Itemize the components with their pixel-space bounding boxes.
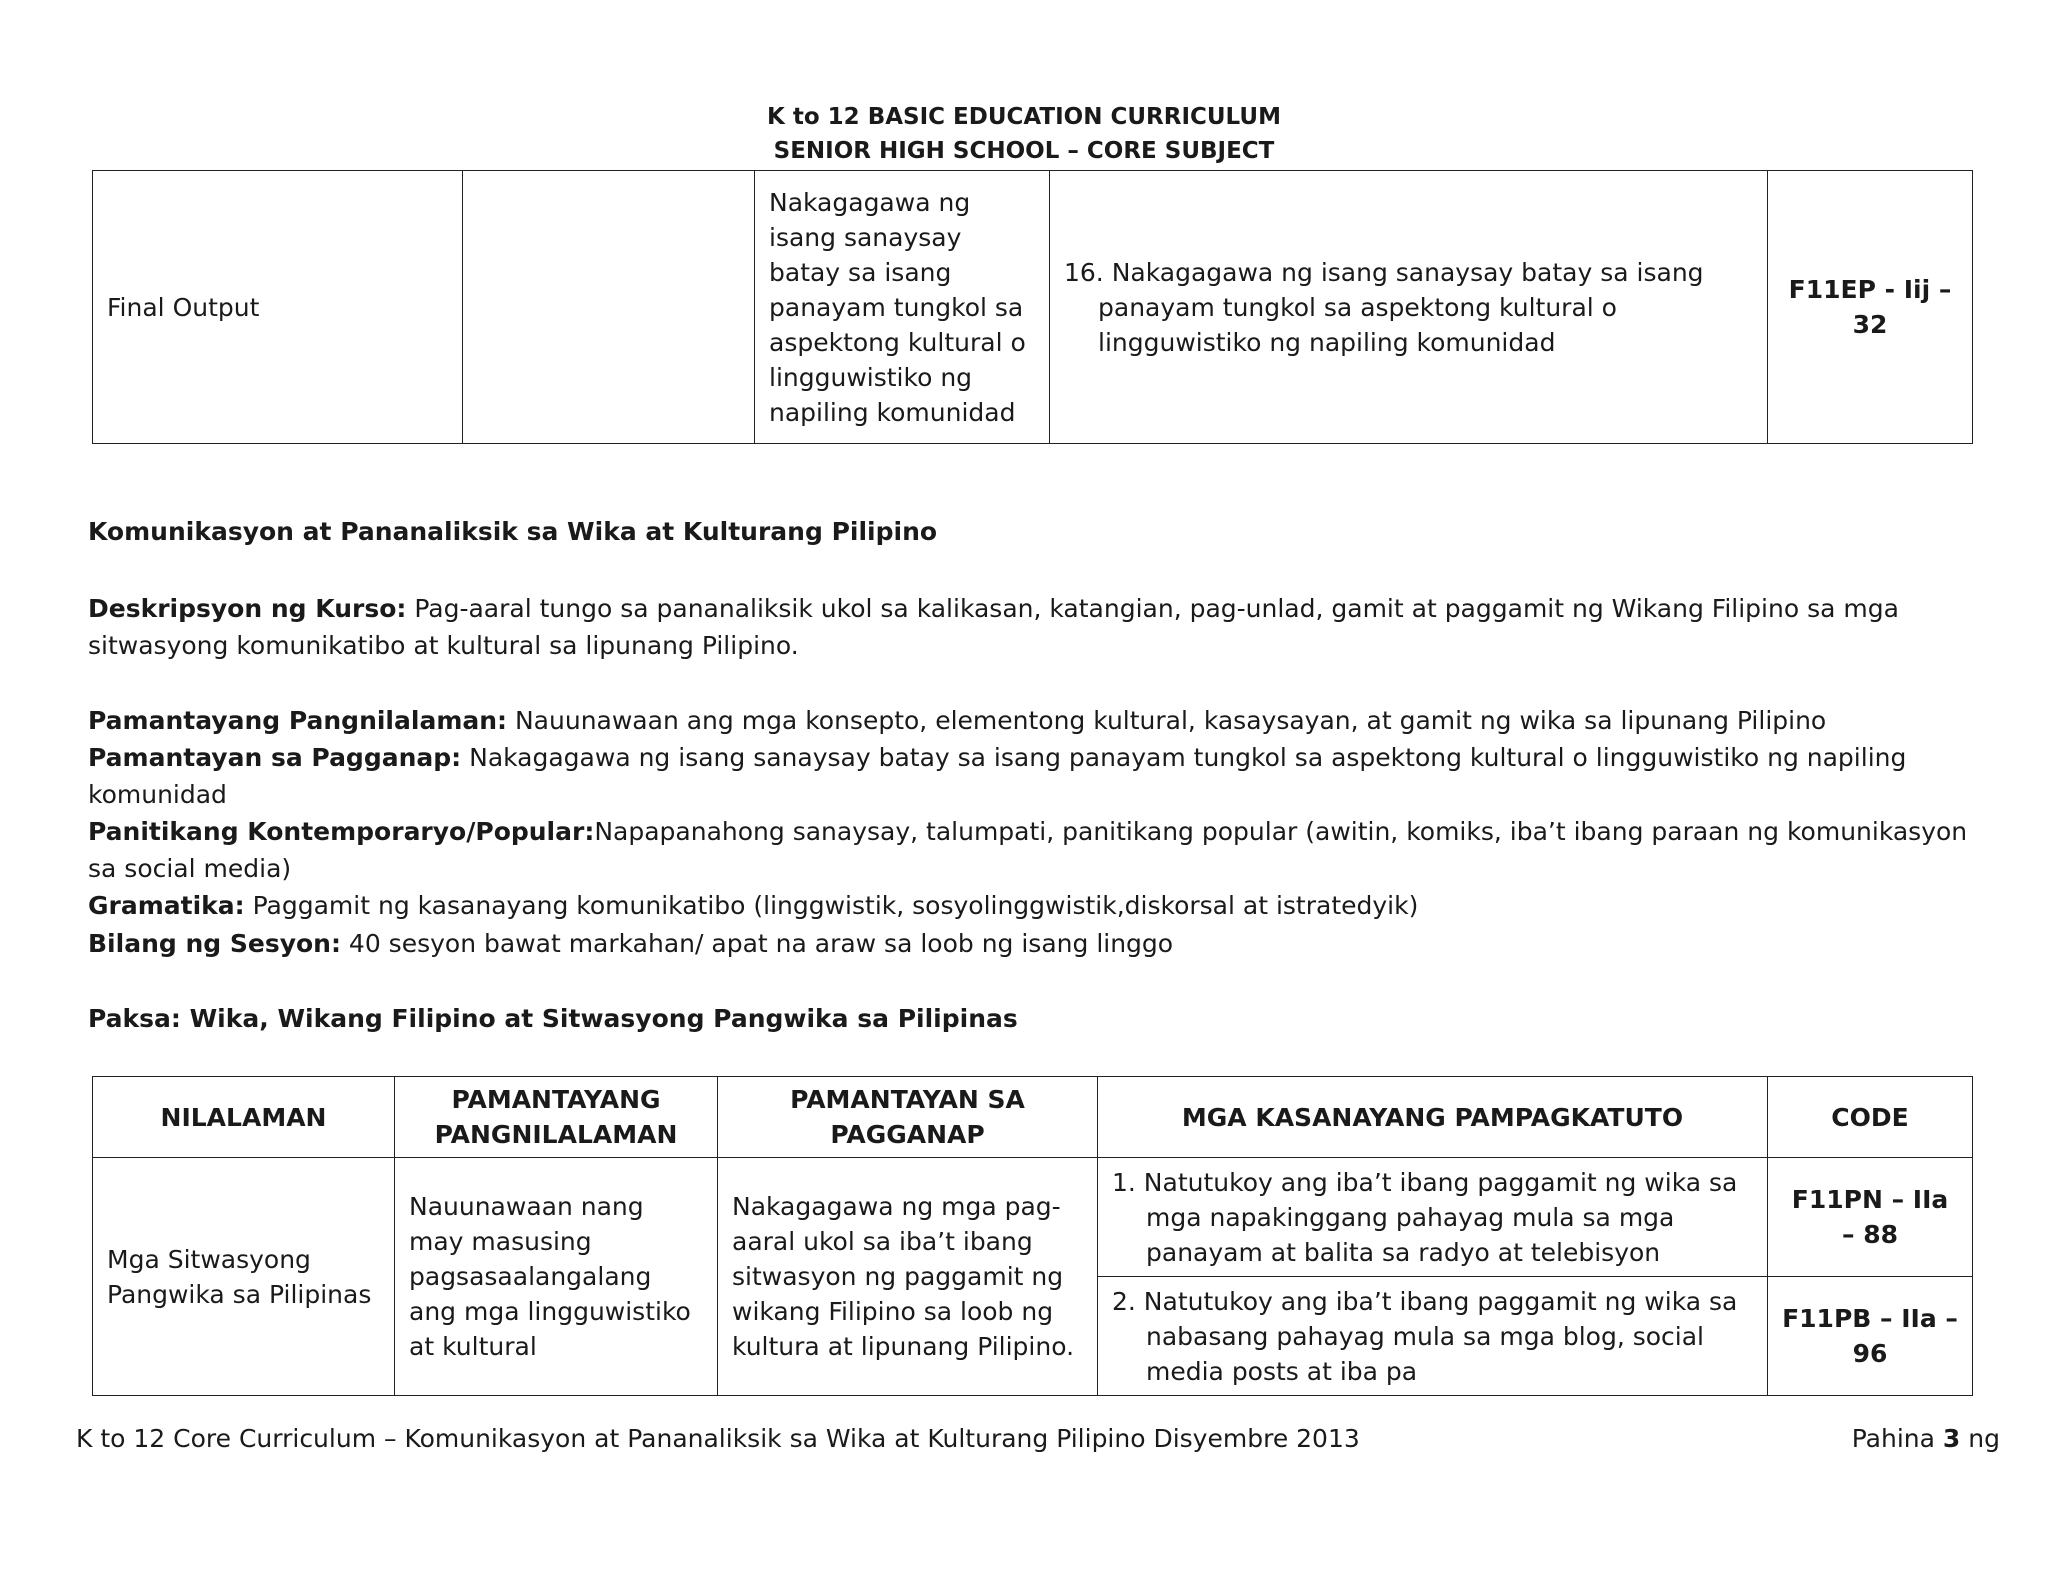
performance-standard-cell: Nakagagawa ng mga pag-aaral ukol sa iba’t ibang sitwasyon ng paggamit ng wikang Filipino sa loob ng kultura at lipunang Pilipino. <box>718 1158 1098 1396</box>
code-cell: F11PN – IIa – 88 <box>1768 1158 1973 1277</box>
description-label: Deskripsyon ng Kurso: <box>88 594 407 623</box>
performance-standard-line: Pamantayan sa Pagganap: Nakagagawa ng isang sanaysay batay sa isang panayam tungkol sa aspektong kultural o lingguwistiko ng napiling komunidad <box>88 743 1907 809</box>
content-standard-line: Pamantayang Pangnilalaman: Nauunawaan ang mga konsepto, elementong kultural, kasaysayan, at gamit ng wika sa lipunang Pilipino <box>88 706 1827 735</box>
sessions-line: Bilang ng Sesyon: 40 sesyon bawat markahan/ apat na araw sa loob ng isang linggo <box>88 929 1174 958</box>
content-standard-cell: Nauunawaan nang may masusing pagsasaalangalang ang mga lingguwistiko at kultural <box>395 1158 718 1396</box>
description-text: Pag-aaral tungo sa pananaliksik ukol sa kalikasan, katangian, pag-unlad, gamit at paggamit ng Wikang Filipino sa mga sitwasyong komunikatibo at kultural sa lipunang Pilipino. <box>88 594 1899 660</box>
competency-cell: 16. Nakagagawa ng isang sanaysay batay sa isang panayam tungkol sa aspektong kultural o lingguwistiko ng napiling komunidad <box>1050 171 1768 444</box>
header-title: K to 12 BASIC EDUCATION CURRICULUM <box>767 104 1281 130</box>
header-competencies: MGA KASANAYANG PAMPAGKATUTO <box>1098 1077 1768 1158</box>
grammar-line: Gramatika: Paggamit ng kasanayang komunikatibo (linggwistik, sosyolinggwistik,diskorsal at istratedyik) <box>88 891 1419 920</box>
header-subtitle: SENIOR HIGH SCHOOL – CORE SUBJECT <box>773 138 1275 164</box>
content-standard-cell <box>463 171 755 444</box>
header-code: CODE <box>1768 1077 1973 1158</box>
literature-line: Panitikang Kontemporaryo/Popular:Napapanahong sanaysay, talumpati, panitikang popular (awitin, komiks, iba’t ibang paraan ng komunikasyon sa social media) <box>88 817 1968 883</box>
code-cell: F11EP - Iij – 32 <box>1768 171 1973 444</box>
competency-cell: 1. Natutukoy ang iba’t ibang paggamit ng wika sa mga napakinggang pahayag mula sa mga panayam at balita sa radyo at telebisyon <box>1098 1158 1768 1277</box>
table-row <box>93 171 1973 444</box>
course-standards <box>88 702 1988 924</box>
content-cell: Mga Sitwasyong Pangwika sa Pilipinas <box>93 1158 395 1396</box>
header-performance-standard: PAMANTAYAN SA PAGGANAP <box>718 1077 1098 1158</box>
top-curriculum-table <box>92 170 1973 444</box>
code-cell: F11PB – IIa – 96 <box>1768 1277 1973 1396</box>
competency-cell: 2. Natutukoy ang iba’t ibang paggamit ng wika sa nabasang pahayag mula sa mga blog, social media posts at iba pa <box>1098 1277 1768 1396</box>
table-row <box>93 1158 1973 1277</box>
header-content-standard: PAMANTAYANG PANGNILALAMAN <box>395 1077 718 1158</box>
document-header <box>0 100 2048 168</box>
performance-standard-cell: Nakagagawa ng isang sanaysay batay sa isang panayam tungkol sa aspektong kultural o lingguwistiko ng napiling komunidad <box>755 171 1050 444</box>
header-content: NILALAMAN <box>93 1077 395 1158</box>
content-cell: Final Output <box>93 171 463 444</box>
course-title: Komunikasyon at Pananaliksik sa Wika at Kulturang Pilipino <box>88 517 938 546</box>
page-number: Pahina 3 ng <box>1851 1424 2000 1453</box>
topic-line: Paksa: Wika, Wikang Filipino at Sitwasyong Pangwika sa Pilipinas <box>88 1004 1018 1033</box>
course-description <box>88 590 1988 664</box>
footer-text: K to 12 Core Curriculum – Komunikasyon at Pananaliksik sa Wika at Kulturang Pilipino Disyembre 2013 <box>76 1424 1360 1453</box>
table-header-row <box>93 1077 1973 1158</box>
bottom-curriculum-table <box>92 1076 1973 1396</box>
